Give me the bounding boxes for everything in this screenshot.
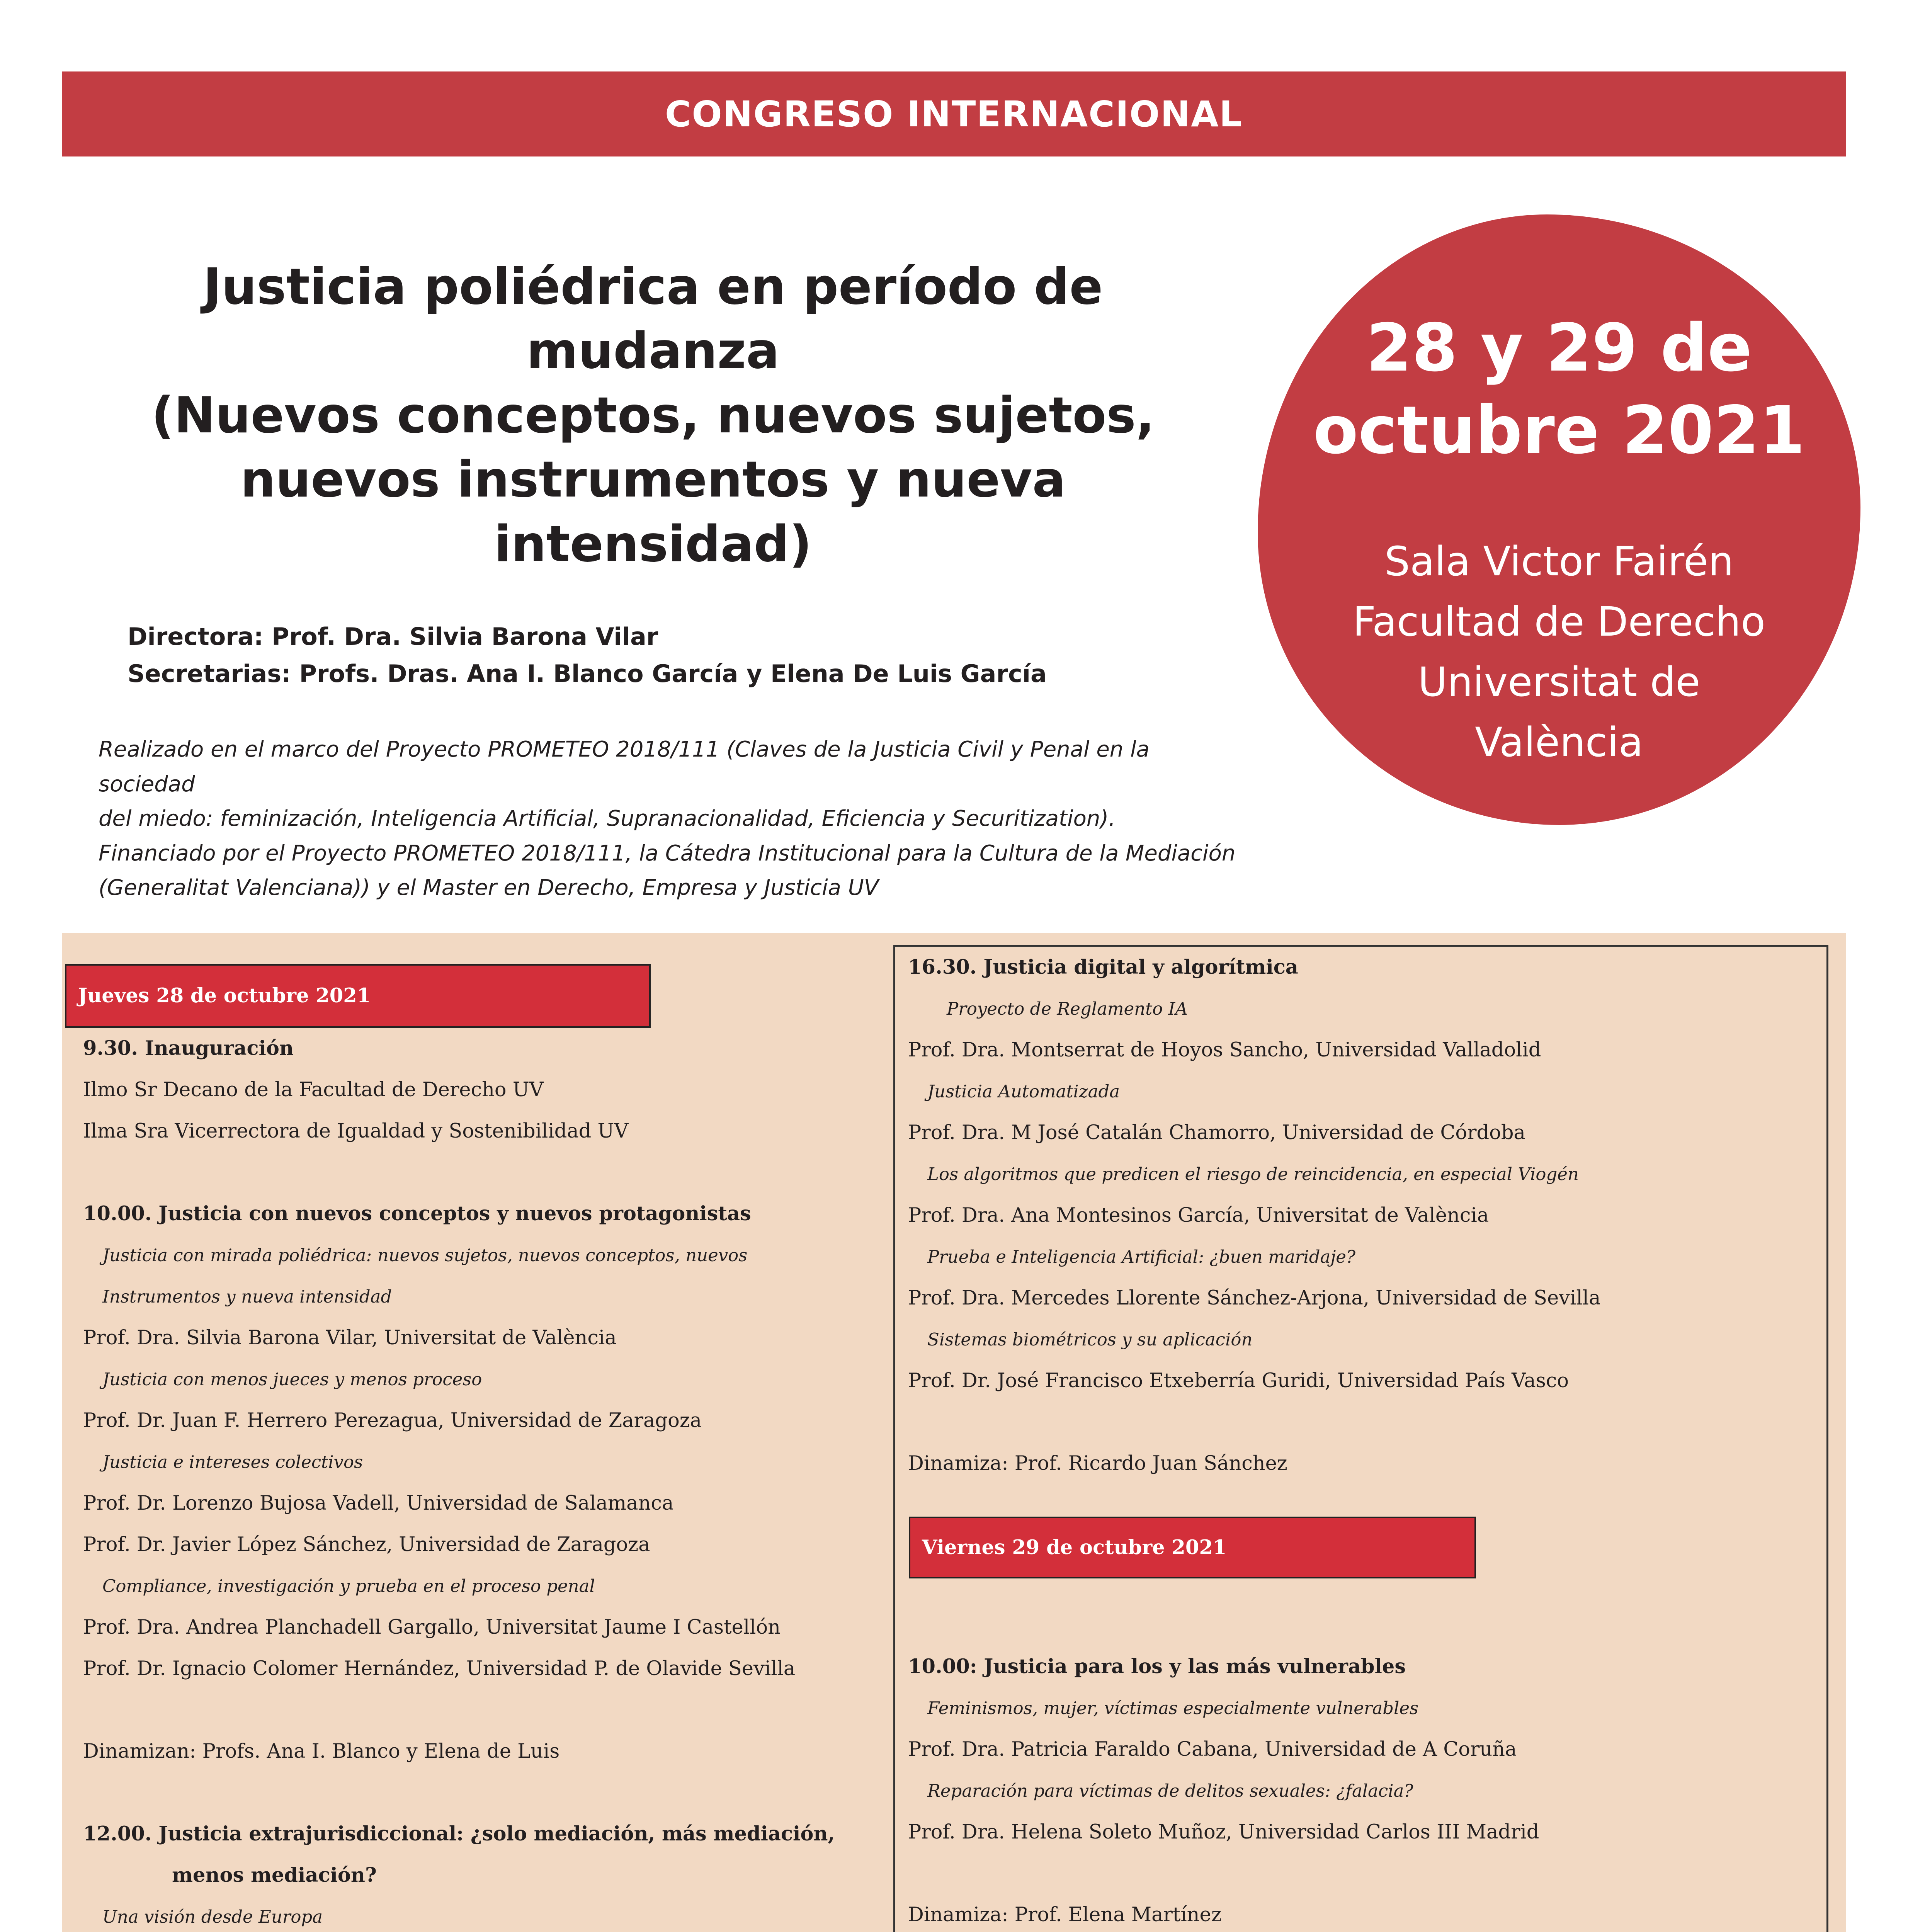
banner (62, 71, 1846, 156)
event-dates (1258, 307, 1860, 471)
speaker-line: Prof. Dra. Helena Soleto Muñoz, Universidad Carlos III Madrid (908, 1821, 1539, 1844)
speaker-line: Prof. Dra. Ana Montesinos García, Universitat de València (908, 1204, 1489, 1227)
title-line-1: Justicia poliédrica en período de (203, 258, 1103, 316)
speaker-line: Prof. Dra. Mercedes Llorente Sánchez-Arjona, Universidad de Sevilla (908, 1287, 1601, 1310)
credits-line-4: (Generalitat Valenciana)) y el Master en Derecho, Empresa y Justicia UV (99, 875, 879, 901)
talk-title: Prueba e Inteligencia Artificial: ¿buen maridaje? (927, 1247, 1356, 1267)
speaker-line: Ilmo Sr Decano de la Facultad de Derecho UV (83, 1078, 544, 1101)
session-title: 10.00: Justicia para los y las más vulnerables (908, 1655, 1406, 1678)
talk-title: Una visión desde Europa (102, 1906, 323, 1927)
speaker-line: Prof. Dr. Ignacio Colomer Hernández, Universidad P. de Olavide Sevilla (83, 1657, 796, 1680)
talk-title: Justicia con menos jueces y menos proceso (102, 1369, 482, 1389)
talk-title: Justicia con mirada poliédrica: nuevos sujetos, nuevos conceptos, nuevos (102, 1245, 748, 1265)
talk-title: Justicia Automatizada (927, 1081, 1120, 1102)
talk-title: Compliance, investigación y prueba en el proceso penal (102, 1576, 595, 1596)
day1-program (83, 1028, 879, 1932)
day2-header: Viernes 29 de octubre 2021 (909, 1517, 1476, 1578)
talk-title: Instrumentos y nueva intensidad (102, 1286, 392, 1307)
date-line-1: 28 y 29 de (1366, 310, 1752, 386)
organizers (128, 618, 1047, 692)
speaker-line: Prof. Dr. Juan F. Herrero Perezagua, Universidad de Zaragoza (83, 1409, 702, 1432)
talk-title: Feminismos, mujer, víctimas especialmente vulnerables (927, 1698, 1419, 1718)
speaker-line: Ilma Sra Vicerrectora de Igualdad y Sostenibilidad UV (83, 1120, 629, 1143)
speaker-line: Prof. Dra. Andrea Planchadell Gargallo, Universitat Jaume I Castellón (83, 1616, 781, 1639)
speaker-line: Prof. Dr. Javier López Sánchez, Universidad de Zaragoza (83, 1533, 650, 1556)
talk-title: Sistemas biométricos y su aplicación (927, 1329, 1253, 1350)
talk-title: Los algoritmos que predicen el riesgo de reincidencia, en especial Viogén (927, 1164, 1579, 1184)
session-title: 16.30. Justicia digital y algorítmica (908, 956, 1298, 979)
spacer (83, 1772, 879, 1813)
session-title: 9.30. Inauguración (83, 1037, 294, 1060)
session-title-cont: menos mediación? (172, 1864, 377, 1887)
directora: Directora: Prof. Dra. Silvia Barona Vilar (128, 622, 658, 651)
speaker-line: Prof. Dr. José Francisco Etxeberría Guridi, Universidad País Vasco (908, 1369, 1569, 1392)
spacer (83, 1689, 879, 1731)
venue-line-1: Sala Victor Fairén (1384, 538, 1734, 585)
day1-header: Jueves 28 de octubre 2021 (65, 964, 651, 1028)
session-title: 12.00. Justicia extrajurisdiccional: ¿solo mediación, más mediación, (83, 1822, 835, 1845)
credits-line-2: del miedo: feminización, Inteligencia Artificial, Supranacionalidad, Eficiencia y Securitization). (99, 806, 1116, 832)
spacer (83, 1152, 879, 1193)
venue-line-3: Universitat de (1418, 658, 1701, 706)
event-venue (1258, 531, 1860, 772)
speaker-line: Prof. Dra. Silvia Barona Vilar, Universitat de València (83, 1327, 617, 1349)
venue-line-2: Facultad de Derecho (1353, 598, 1765, 645)
day2-program (908, 1646, 1828, 1932)
moderator-line: Dinamizan: Profs. Ana I. Blanco y Elena de Luis (83, 1740, 560, 1763)
spacer (908, 1401, 1828, 1443)
secretarias: Secretarias: Profs. Dras. Ana I. Blanco García y Elena De Luis García (128, 660, 1047, 688)
congress-title (77, 255, 1229, 577)
spacer (908, 1853, 1828, 1894)
moderator-line: Dinamiza: Prof. Elena Martínez (908, 1903, 1222, 1926)
speaker-line: Prof. Dra. M José Catalán Chamorro, Universidad de Córdoba (908, 1121, 1525, 1144)
title-line-3: (Nuevos conceptos, nuevos sujetos, (151, 386, 1155, 444)
title-line-4: nuevos instrumentos y nueva intensidad) (240, 451, 1066, 573)
moderator-line: Dinamiza: Prof. Ricardo Juan Sánchez (908, 1452, 1287, 1475)
talk-title: Proyecto de Reglamento IA (947, 998, 1188, 1019)
speaker-line: Prof. Dra. Patricia Faraldo Cabana, Universidad de A Coruña (908, 1738, 1517, 1761)
credits-line-1: Realizado en el marco del Proyecto PROMETEO 2018/111 (Claves de la Justicia Civil y Penal en la sociedad (99, 737, 1150, 797)
speaker-line: Prof. Dra. Montserrat de Hoyos Sancho, Universidad Valladolid (908, 1039, 1541, 1061)
banner-label: CONGRESO INTERNACIONAL (665, 93, 1243, 135)
speaker-line: Prof. Dr. Lorenzo Bujosa Vadell, Universidad de Salamanca (83, 1492, 674, 1515)
talk-title: Reparación para víctimas de delitos sexuales: ¿falacia? (927, 1781, 1413, 1801)
credits-line-3: Financiado por el Proyecto PROMETEO 2018/111, la Cátedra Institucional para la Cultura de la Mediación (99, 840, 1236, 866)
title-line-2: mudanza (526, 322, 780, 380)
venue-line-4: València (1475, 719, 1643, 766)
funding-credits (99, 732, 1238, 905)
talk-title: Justicia e intereses colectivos (102, 1452, 363, 1472)
day1-afternoon-program (908, 947, 1828, 1484)
session-title: 10.00. Justicia con nuevos conceptos y nuevos protagonistas (83, 1202, 751, 1225)
event-date-blob (1258, 214, 1860, 825)
date-line-2: octubre 2021 (1313, 392, 1805, 469)
